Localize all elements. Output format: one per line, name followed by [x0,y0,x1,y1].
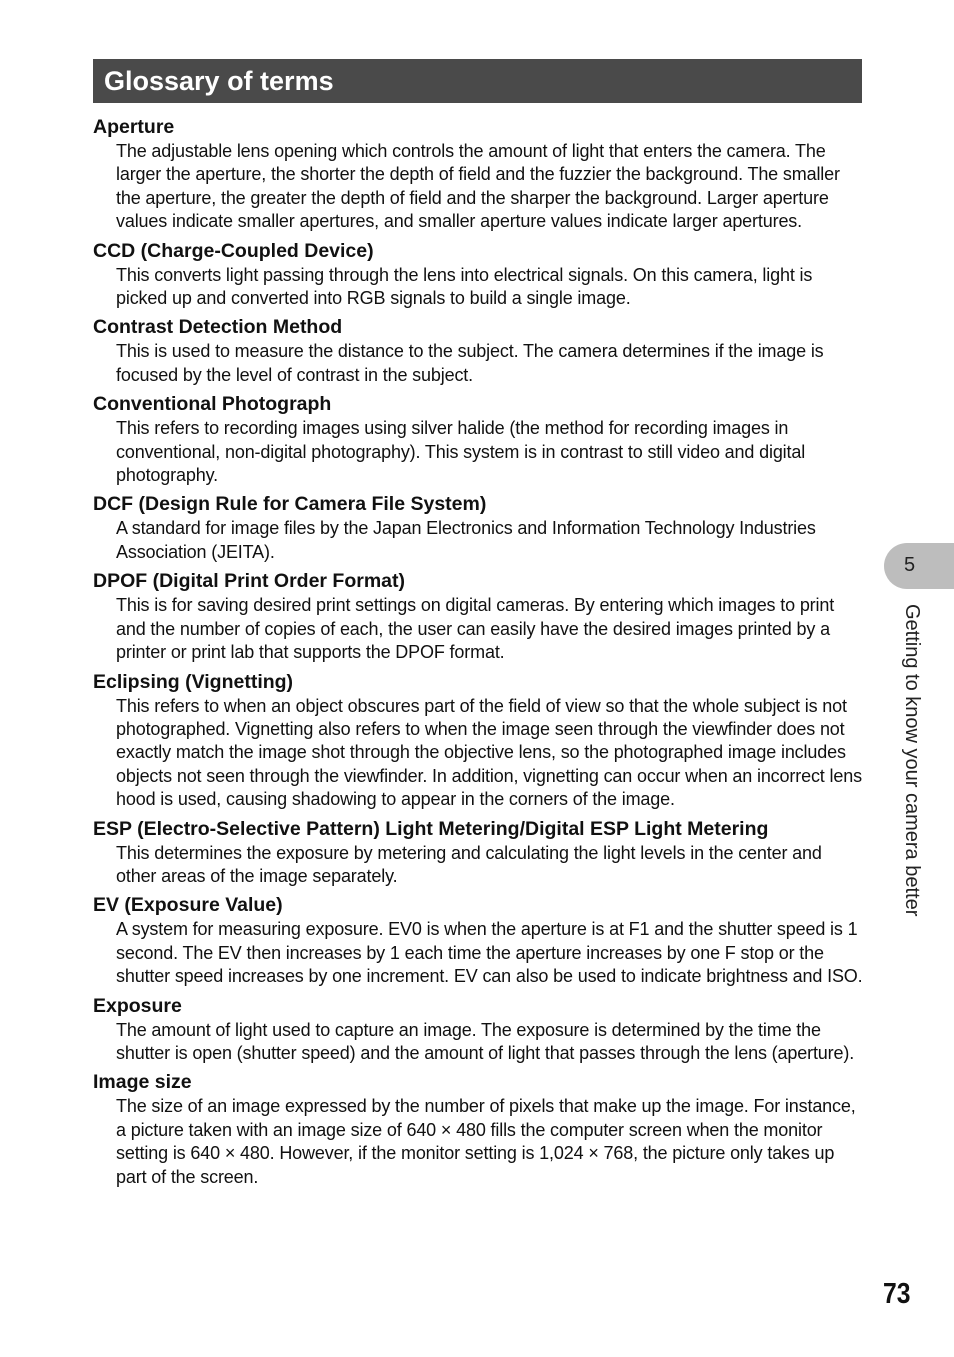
glossary-definition: This determines the exposure by metering and calculating the light levels in the center and other areas of the image separately. [116,842,822,886]
glossary-entry-dcf [93,491,863,564]
glossary-term: DPOF (Digital Print Order Format) [93,570,406,593]
chapter-tab [884,543,954,589]
glossary-term: ESP (Electro-Selective Pattern) Light Metering/Digital ESP Light Metering [93,817,769,840]
glossary-definition: The amount of light used to capture an image. The exposure is determined by the time the shutter is open (shutter speed) and the amount of light that passes through the lens (aperture). [116,1019,855,1063]
glossary-entry-aperture [93,114,863,234]
glossary-entry-exposure [93,993,863,1066]
glossary-term: CCD (Charge-Coupled Device) [93,239,374,262]
page-title-bar [93,59,862,103]
glossary-definition: This is used to measure the distance to the subject. The camera determines if the image is focused by the level of contrast in the subject. [116,341,824,385]
glossary-entry-ccd [93,238,863,311]
glossary-entry-conventional-photograph [93,391,863,487]
glossary-definition: A system for measuring exposure. EV0 is when the aperture is at F1 and the shutter speed is 1 second. The EV then increases by 1 each time the aperture increases by one F stop or the shutter speed increases by one increment. EV can also be used to indicate brightness and ISO. [116,919,863,987]
glossary-term: Aperture [93,116,175,138]
glossary-term: EV (Exposure Value) [93,894,283,917]
glossary-definition: This refers to recording images using silver halide (the method for recording images in conventional, non-digital photography). This system is in contrast to still video and digital photography. [116,418,806,486]
chapter-number: 5 [904,554,916,576]
glossary-entry-eclipsing [93,669,863,812]
glossary-definition: This refers to when an object obscures part of the field of view so that the whole subject is not photographed. Vignetting also refers to when the image seen through the viewfinder does not exactly match the image shot through the objective lens, so the photographed image includes objects not seen through the viewfinder. In addition, vignetting can occur when an incorrect lens hood is used, causing shadowing to appear in the corners of the image. [116,695,862,810]
glossary-term: DCF (Design Rule for Camera File System) [93,493,487,516]
glossary-definition: This is for saving desired print settings on digital cameras. By entering which images to print and the number of copies of each, the user can easily have the desired images printed by a printer or print lab that supports the DPOF format. [116,595,835,663]
glossary-term: Image size [93,1071,192,1094]
chapter-title: Getting to know your camera better [901,604,923,917]
glossary-entry-esp [93,816,863,889]
glossary-term: Conventional Photograph [93,393,332,416]
glossary-term: Eclipsing (Vignetting) [93,670,294,693]
glossary-entry-contrast-detection [93,314,863,387]
glossary-term: Exposure [93,994,182,1017]
glossary-term: Contrast Detection Method [93,316,343,339]
glossary-list [93,114,863,1193]
glossary-definition: This converts light passing through the lens into electrical signals. On this camera, light is picked up and converted into RGB signals to build a single image. [116,264,813,309]
page-number: 73 [883,1278,911,1310]
glossary-definition: The adjustable lens opening which controls the amount of light that enters the camera. The larger the aperture, the shorter the depth of field and the fuzzier the background. The smaller the aperture, the greater the depth of field and the sharper the background. Larger aperture values indicate smaller apertures, and smaller aperture values indicate larger apertures. [116,141,840,232]
glossary-entry-ev [93,892,863,988]
page-title: Glossary of terms [104,66,334,96]
glossary-entry-dpof [93,568,863,664]
glossary-definition: A standard for image files by the Japan Electronics and Information Technology Industries Association (JEITA). [116,518,816,562]
glossary-entry-image-size [93,1069,863,1189]
glossary-definition: The size of an image expressed by the number of pixels that make up the image. For instance, a picture taken with an image size of 640 × 480 fills the computer screen when the monitor setting is 640 × 480. However, if the monitor setting is 1,024 × 768, the picture only takes up part of the screen. [116,1096,856,1187]
